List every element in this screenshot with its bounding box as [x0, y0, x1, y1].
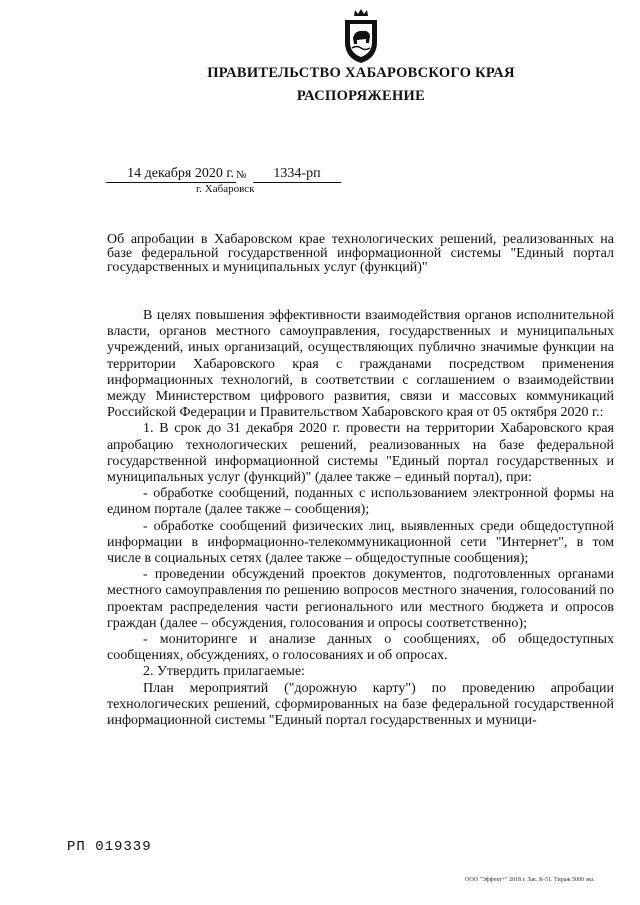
paragraph: - мониторинге и анализе данных о сообщениях, об общедоступных сообщениях, обсуждениях, о голосованиях и об опросах. — [107, 632, 614, 664]
paragraph: - обработке сообщений физических лиц, выявленных среди общедоступной информации в информационно-телекоммуникационной сети "Интернет", в том числе в социальных сетях (далее также – общедоступные сообщения); — [107, 518, 614, 567]
paragraph: 2. Утвердить прилагаемые: — [143, 664, 305, 680]
print-imprint: ООО "Эффект+" 2018 г. Зак. К-51. Тираж 5000 экз. — [465, 877, 595, 883]
paragraph: План мероприятий ("дорожную карту") по проведению апробации технологических решений, сформированных на базе федеральной государственной информационной системы "Единый портал государственных и муници- — [107, 680, 614, 729]
paragraph: В целях повышения эффективности взаимодействия органов исполнительной власти, органов местного самоуправления, государственных и муниципальных учреждений, иных организаций, осуществляющих публично значимые функции на территории Хабаровского края с гражданами посредством применения информационных технологий, в соответствии с соглашением о взаимодействии между Министерством цифрового развития, связи и массовых коммуникаций Российской Федерации и Правительством Хабаровского края от 05 октября 2020 г.: — [107, 308, 614, 421]
paragraph: 1. В срок до 31 декабря 2020 г. провести на территории Хабаровского края апробацию технологических решений, реализованных на базе федеральной государственной информационной системы "Единый портал государственных и муниципальных услуг (функций)" (далее также – единый портал), при: — [107, 421, 614, 486]
coat-of-arms-icon — [341, 8, 381, 64]
org-title: ПРАВИТЕЛЬСТВО ХАБАРОВСКОГО КРАЯ — [207, 65, 515, 81]
document-type: РАСПОРЯЖЕНИЕ — [296, 88, 426, 104]
paragraph: - проведении обсуждений проектов документов, подготовленных органами местного самоуправления по решению вопросов местного значения, голосований по проектам распределения части регионального или местного бюджета и опросов граждан (далее – обсуждения, голосования и опросы соответственно); — [107, 567, 614, 631]
number-sign: № — [236, 169, 247, 181]
document-subject: Об апробации в Хабаровском крае технологических решений, реализованных на базе федеральной государственной информационной системы "Единый портал государственных и муниципальных услуг (функций)" — [107, 232, 614, 275]
paragraph: - обработке сообщений, поданных с использованием электронной формы на едином портале (далее также – сообщения); — [107, 486, 614, 518]
document-body — [107, 308, 614, 729]
city: г. Хабаровск — [196, 183, 255, 195]
document-number: 1334-рп — [253, 166, 341, 183]
document-date: 14 декабря 2020 г. — [106, 166, 236, 183]
form-serial-number: РП 019339 — [67, 839, 152, 855]
